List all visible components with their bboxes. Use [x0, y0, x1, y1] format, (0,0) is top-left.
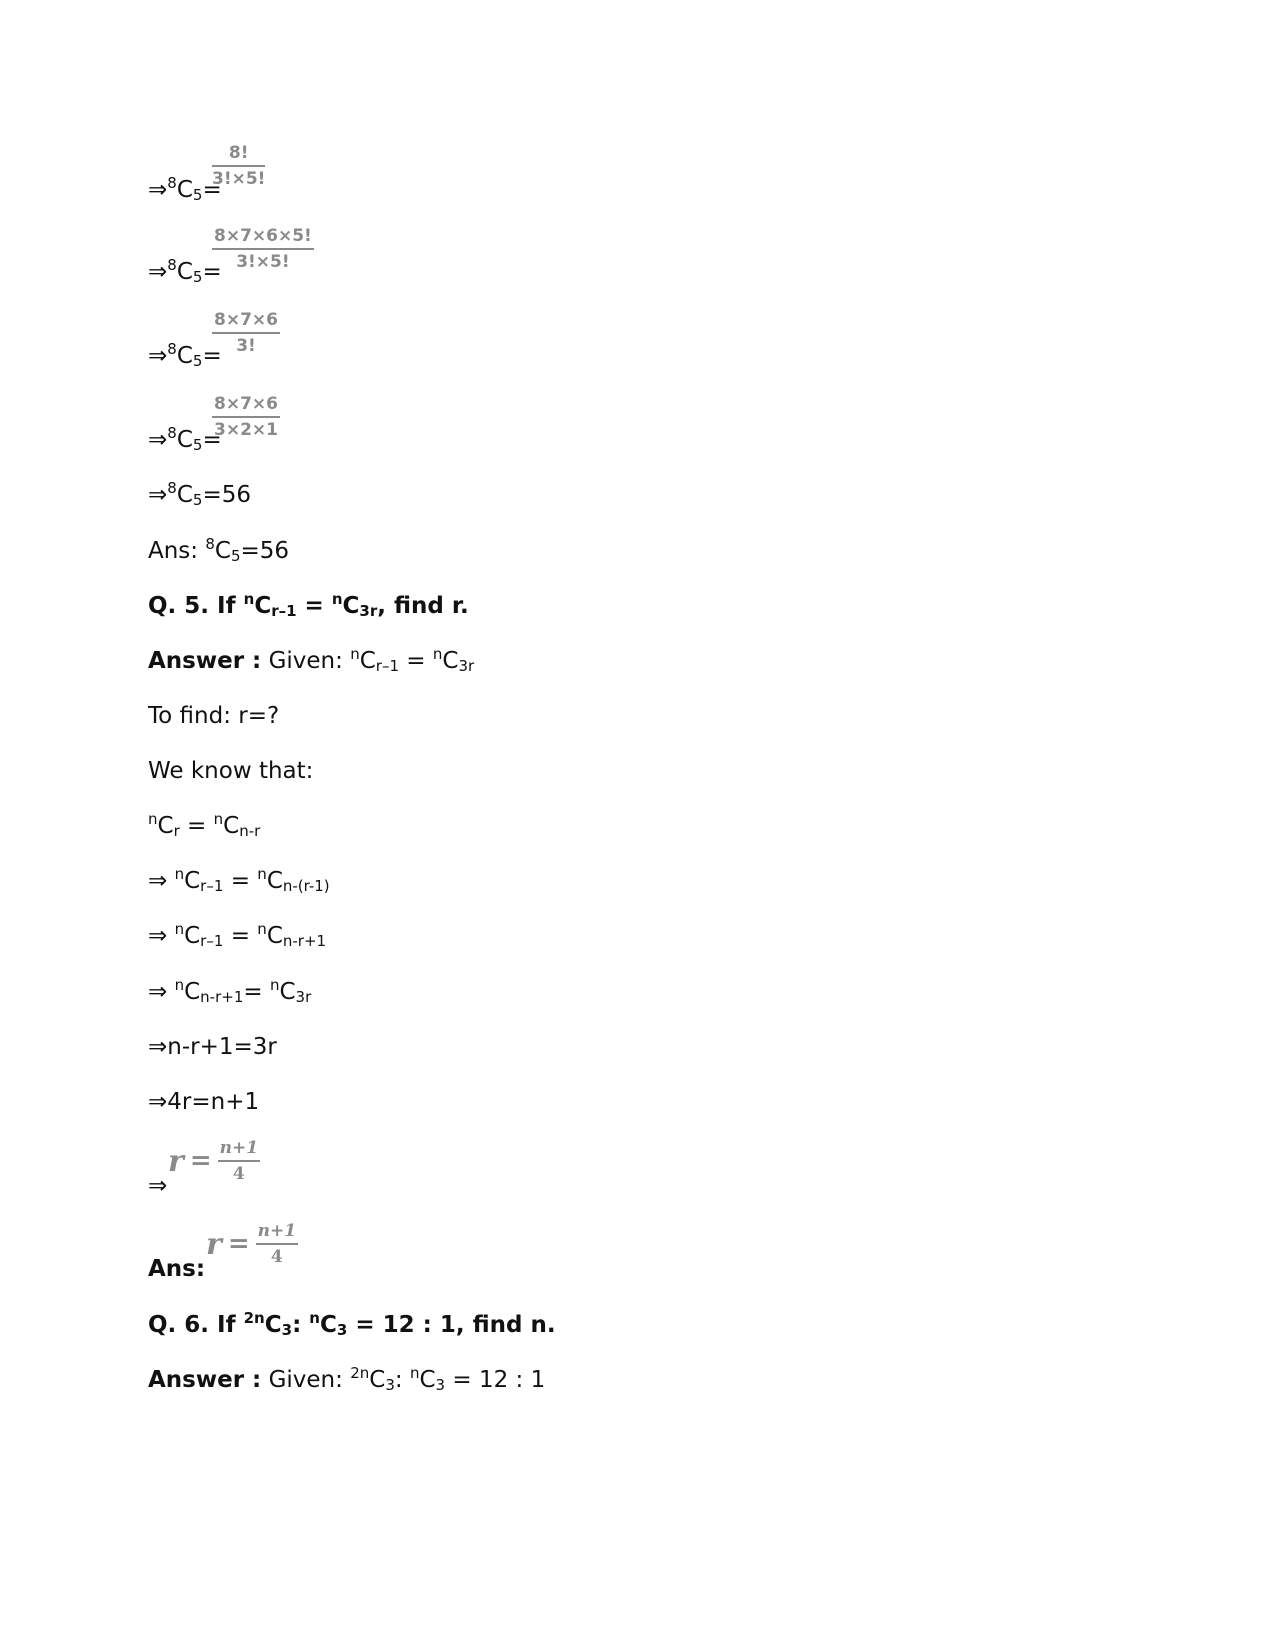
formula-r-fraction-answer	[206, 1221, 298, 1267]
question-prefix: Q. 5. If	[148, 593, 244, 619]
equals-sign: =	[227, 1229, 250, 1259]
superscript: n	[257, 920, 267, 938]
step-line-2	[148, 258, 222, 286]
equation-line-3	[148, 1172, 167, 1200]
combination-symbol: C	[266, 923, 283, 949]
denominator: 3!	[236, 336, 256, 356]
variable-r: r	[168, 1143, 184, 1179]
subscript: r–1	[375, 657, 399, 675]
fraction-step-1	[212, 143, 265, 189]
question-suffix: , find r.	[377, 593, 469, 619]
implies-symbol: ⇒	[148, 868, 175, 894]
subscript: r–1	[200, 877, 224, 895]
combination-symbol: C	[279, 979, 296, 1005]
superscript: n	[309, 1309, 320, 1327]
superscript: 2n	[243, 1309, 265, 1327]
denominator: 3!×5!	[236, 252, 290, 272]
combination-symbol: C	[266, 868, 283, 894]
combination-symbol: C	[176, 177, 193, 203]
fraction	[256, 1221, 298, 1267]
combination-symbol: C	[264, 1312, 282, 1338]
numerator: 8×7×6	[212, 310, 280, 334]
given-label: Given:	[261, 1367, 351, 1393]
subscript: n-r	[239, 822, 261, 840]
combination-symbol: C	[214, 538, 231, 564]
answer-label: Answer :	[148, 1367, 262, 1393]
equals-sign: =	[179, 813, 214, 839]
question-5	[148, 592, 469, 620]
equals-sign: =	[243, 979, 270, 1005]
implies-symbol: ⇒	[148, 482, 168, 508]
combination-symbol: C	[176, 259, 193, 285]
superscript: 8	[167, 340, 177, 358]
subscript: r–1	[200, 932, 224, 950]
combination-symbol: C	[184, 923, 201, 949]
superscript: n	[331, 590, 343, 608]
numerator: 8×7×6	[212, 394, 280, 418]
denominator: 4	[270, 1247, 283, 1267]
subscript: n-(r-1)	[282, 877, 330, 895]
question-prefix: Q. 6. If	[148, 1312, 244, 1338]
equals-sign: =	[223, 923, 258, 949]
answer-line-2	[148, 1255, 205, 1283]
identity-line-1	[148, 812, 260, 840]
identity-line-2	[148, 867, 330, 895]
denominator: 3!×5!	[212, 169, 266, 189]
subscript: 5	[192, 436, 203, 454]
equals-sign: =	[202, 427, 222, 453]
step-line-3	[148, 342, 222, 370]
superscript: n	[148, 810, 158, 828]
combination-symbol: C	[176, 343, 193, 369]
answer-5-given	[148, 647, 474, 675]
subscript: 3r	[359, 602, 378, 620]
identity-line-3	[148, 922, 326, 950]
subscript: 3	[336, 1321, 348, 1339]
combination-symbol: C	[176, 427, 193, 453]
fraction-step-3	[212, 310, 280, 356]
we-know-line: We know that:	[148, 758, 314, 784]
subscript: n-r+1	[200, 988, 244, 1006]
combination-symbol: C	[254, 593, 272, 619]
superscript: n	[174, 976, 185, 994]
numerator: n+1	[218, 1138, 260, 1162]
combination-symbol: C	[184, 979, 201, 1005]
subscript: 5	[192, 491, 203, 509]
superscript: n	[174, 920, 185, 938]
superscript: 8	[205, 535, 215, 553]
denominator: 3×2×1	[214, 420, 278, 440]
question-6	[148, 1311, 556, 1339]
superscript: n	[257, 865, 267, 883]
equals-sign: =	[296, 593, 332, 619]
subscript: 5	[192, 352, 203, 370]
subscript: 5	[192, 268, 203, 286]
numerator: 8!	[212, 143, 265, 167]
subscript: 5	[230, 547, 241, 565]
equals-sign: =	[189, 1146, 212, 1176]
step-line-1	[148, 176, 222, 204]
implies-symbol: ⇒	[148, 343, 168, 369]
given-value: = 12 : 1	[445, 1367, 546, 1393]
equation-line-1: ⇒n-r+1=3r	[148, 1034, 277, 1060]
superscript: 8	[167, 174, 177, 192]
variable-r: r	[206, 1226, 222, 1262]
fraction-step-4	[212, 394, 280, 440]
implies-symbol: ⇒	[148, 427, 168, 453]
superscript: 2n	[350, 1364, 370, 1382]
equals-sign: =	[202, 343, 222, 369]
implies-symbol: ⇒	[148, 177, 168, 203]
equals-sign: =	[202, 177, 222, 203]
combination-symbol: C	[442, 648, 459, 674]
fraction	[218, 1138, 260, 1184]
combination-symbol: C	[157, 813, 174, 839]
equation-line-2: ⇒4r=n+1	[148, 1089, 260, 1115]
question-suffix: = 12 : 1, find n.	[347, 1312, 556, 1338]
superscript: 8	[167, 479, 177, 497]
superscript: 8	[167, 424, 177, 442]
superscript: 8	[167, 256, 177, 274]
answer-label: Answer :	[148, 648, 262, 674]
ans-label: Ans:	[148, 1256, 206, 1282]
answer-6-given	[148, 1366, 545, 1394]
combination-symbol: C	[342, 593, 360, 619]
ans-label: Ans:	[148, 538, 206, 564]
result-value: =56	[202, 482, 251, 508]
ratio-sign: :	[292, 1312, 310, 1338]
equals-sign: =	[399, 648, 433, 674]
formula-r-fraction	[168, 1138, 260, 1184]
superscript: n	[269, 976, 280, 994]
subscript: 3	[281, 1321, 293, 1339]
subscript: 3r	[458, 657, 475, 675]
subscript: r–1	[271, 602, 297, 620]
identity-line-4	[148, 978, 311, 1006]
superscript: n	[174, 865, 185, 883]
implies-symbol: ⇒	[148, 259, 168, 285]
superscript: n	[243, 590, 255, 608]
combination-symbol: C	[369, 1367, 386, 1393]
subscript: 3	[385, 1376, 395, 1394]
fraction-step-2	[212, 226, 314, 272]
numerator: 8×7×6×5!	[212, 226, 314, 250]
given-label: Given:	[261, 648, 351, 674]
subscript: 3r	[295, 988, 312, 1006]
implies-symbol: ⇒	[148, 1173, 168, 1199]
subscript: 3	[435, 1376, 446, 1394]
combination-symbol: C	[319, 1312, 337, 1338]
step-line-4	[148, 426, 222, 454]
combination-symbol: C	[359, 648, 376, 674]
result-value: =56	[240, 538, 290, 564]
step-line-5	[148, 481, 251, 509]
superscript: n	[213, 810, 224, 828]
ratio-sign: :	[394, 1367, 410, 1393]
superscript: n	[432, 645, 443, 663]
superscript: n	[350, 645, 360, 663]
subscript: n-r+1	[282, 932, 327, 950]
equals-sign: =	[223, 868, 258, 894]
superscript: n	[409, 1364, 420, 1382]
combination-symbol: C	[184, 868, 201, 894]
implies-symbol: ⇒	[148, 923, 175, 949]
to-find-line: To find: r=?	[148, 703, 280, 729]
combination-symbol: C	[223, 813, 240, 839]
answer-line-1	[148, 537, 289, 565]
subscript: 5	[192, 186, 203, 204]
denominator: 4	[232, 1164, 245, 1184]
combination-symbol: C	[176, 482, 193, 508]
combination-symbol: C	[419, 1367, 436, 1393]
numerator: n+1	[256, 1221, 298, 1245]
equals-sign: =	[202, 259, 222, 285]
implies-symbol: ⇒	[148, 979, 175, 1005]
subscript: r	[173, 822, 180, 840]
